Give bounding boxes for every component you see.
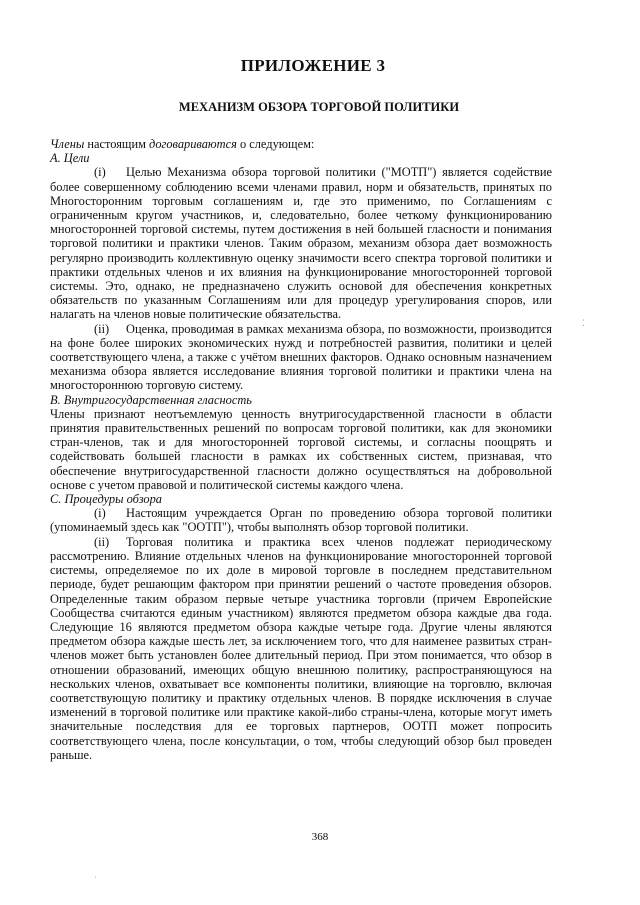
page-number: 368 <box>311 831 329 843</box>
section-b-paragraph-1: Члены признают неотъемлемую ценность внутригосударственной гласности в области принятия правительственных решений по вопросам торговой политики, как для экономики стран-членов, так и для многосторонней торговой системы, и согласны поощрять и содействовать большей гласности в рамках их собственных систем, признавая, что обеспечение внутригосударственной гласности должно осуществляться на добровольной основе с учетом правовой и политической системы каждого члена. <box>50 406 552 492</box>
section-c-p2-number: (ii) <box>94 534 110 549</box>
preamble-text-2: о следующем: <box>236 137 315 151</box>
section-a-p2-number: (ii) <box>94 321 110 336</box>
scan-speck: ˌ <box>94 868 97 878</box>
section-c-heading: C. Процедуры обзора <box>50 492 162 507</box>
section-a-heading: A. Цели <box>50 151 90 166</box>
section-a-p1-text: Целью Механизма обзора торговой политики ("МОТП") является содействие более совершенному соблюдению всеми членами правил, норм и обязательств, принятых по Многосторонним торговым соглашениям и, где это применимо, по Соглашениям с ограниченным кругом участников, и, следовательно, более четкому функционированию многосторонней торговой системы, путем достижения в ней большей гласности и понимания торговой политики и практики членов. Таким образом, механизм обзора дает возможность регулярно производить коллективную оценку значимости всего спектра торговой политики и практики отдельных членов и их влияния на функционирование многосторонней торговой системы. Это, однако, не предназначено служить основой для обеспечения конкретных обязательств по указанным Соглашениям или для процедур урегулирования споров, или налагать на членов новые политические обязательства. <box>50 165 552 322</box>
document-body <box>50 137 552 762</box>
section-c-p1-text: Настоящим учреждается Орган по проведению обзора торговой политики (упоминаемый здесь как "ООТП"), чтобы выполнять обзор торговой политики. <box>50 506 552 535</box>
section-a-paragraph-2 <box>50 322 552 393</box>
section-c-p2-text: Торговая политика и практика всех членов подлежат периодическому рассмотрению. Влияние отдельных членов на функционирование многосторонней торговой системы, определяемое по их доле в мировой торговле в последнем представительном периоде, будет решающим фактором при принятии решений о частоте проведения обзоров. Определенные таким образом первые четыре участника торговли (причем Европейские Сообщества считаются единым участником) являются предметом обзора каждые два года. Следующие 16 являются предметом обзора каждые четыре года. Другие члены являются предметом обзора каждые шесть лет, за исключением того, что для наименее развитых стран-членов может быть установлен более длительный период. При этом понимается, что обзор в отношении образований, имеющих общую внешнюю политику, распространяющуюся на нескольких членов, охватывает все компоненты политики, влияющие на торговлю, включая соответствующую политику и практику отдельных членов. В порядке исключения в случае изменений в торговой политике или практике какой-либо страны-члена, которые могут иметь значительные последствия для ее торговых партнеров, ООТП может попросить соответствующего члена, после консультации, о том, чтобы следующий обзор был проведен раньше. <box>50 534 552 762</box>
section-b-heading: B. Внутригосударственная гласность <box>50 392 252 407</box>
section-c-p1-number: (i) <box>94 506 106 521</box>
section-c-paragraph-2 <box>50 535 552 762</box>
section-c-paragraph-1 <box>50 506 552 534</box>
scan-speck: ⁚ <box>582 318 585 328</box>
section-a-paragraph-1 <box>50 165 552 321</box>
preamble <box>50 137 552 151</box>
document-title: МЕХАНИЗМ ОБЗОРА ТОРГОВОЙ ПОЛИТИКИ <box>178 100 460 114</box>
appendix-title: ПРИЛОЖЕНИЕ 3 <box>240 56 386 75</box>
preamble-agree: договариваются <box>149 137 237 151</box>
preamble-text-1: настоящим <box>84 137 150 151</box>
section-a-p1-number: (i) <box>94 165 106 180</box>
preamble-members: Члены <box>50 137 85 151</box>
section-a-p2-text: Оценка, проводимая в рамках механизма обзора, по возможности, производится на фоне более широких экономических нужд и потребностей развития, политики и целей соответствующего члена, а также с учётом внешних факторов. Однако основным назначением механизма обзора является исследование влияния торговой политики и практики члена на многостороннюю торговую систему. <box>50 321 552 393</box>
